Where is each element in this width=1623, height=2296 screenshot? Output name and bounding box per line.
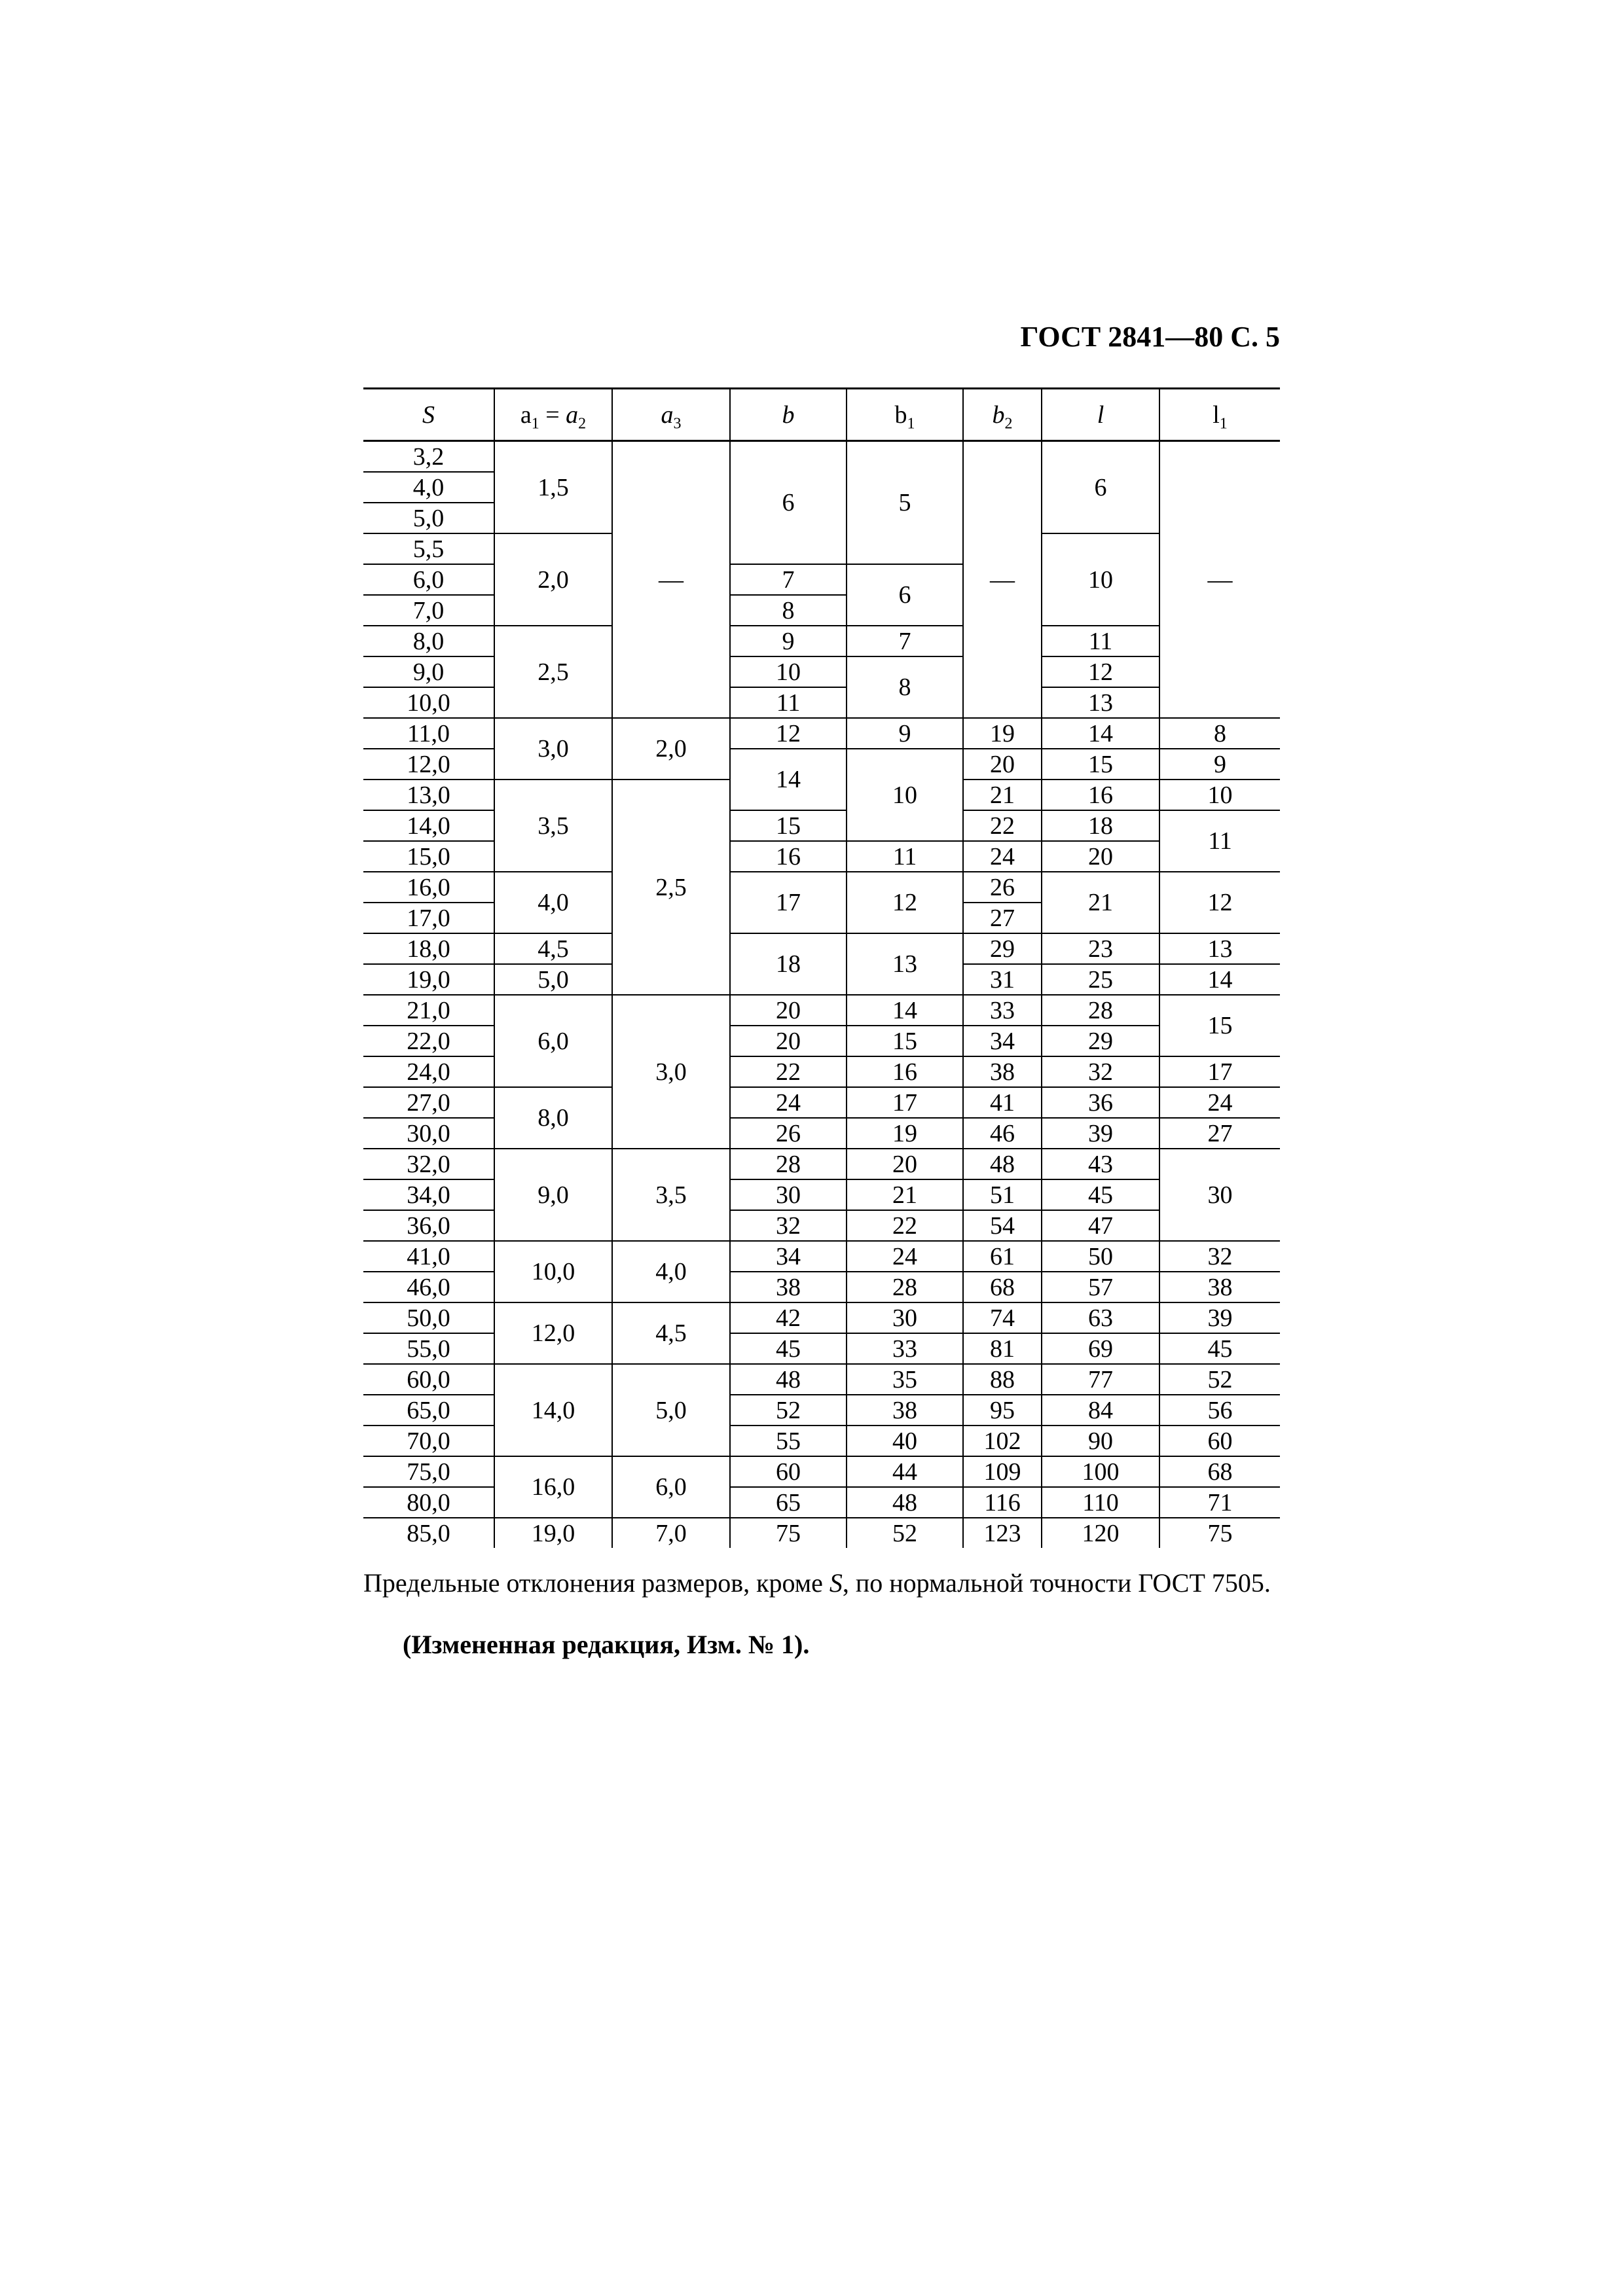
cell-s: 3,2 [363,441,494,473]
table-row [363,626,1280,656]
cell-b: 20 [730,995,847,1026]
cell-b: 11 [730,687,847,718]
cell-l: 13 [1042,687,1159,718]
cell-l: 21 [1042,872,1159,933]
cell-b: 65 [730,1487,847,1518]
cell-b: 7 [730,564,847,595]
cell-b: 75 [730,1518,847,1548]
cell-s: 80,0 [363,1487,494,1518]
cell-b1: 40 [847,1426,963,1456]
cell-b: 48 [730,1364,847,1395]
cell-b1: 14 [847,995,963,1026]
cell-b1: 16 [847,1056,963,1087]
cell-b: 32 [730,1210,847,1241]
cell-b1: 15 [847,1026,963,1056]
cell-b2: 123 [963,1518,1042,1548]
cell-a1-a2: 19,0 [494,1518,612,1548]
cell-l1: — [1159,441,1280,719]
cell-b: 26 [730,1118,847,1149]
cell-a3: 7,0 [612,1518,730,1548]
cell-b2: 88 [963,1364,1042,1395]
cell-s: 8,0 [363,626,494,656]
cell-s: 18,0 [363,933,494,964]
cell-b2: 51 [963,1179,1042,1210]
cell-b1: 33 [847,1333,963,1364]
cell-s: 55,0 [363,1333,494,1364]
cell-s: 7,0 [363,595,494,626]
cell-s: 30,0 [363,1118,494,1149]
cell-l: 39 [1042,1118,1159,1149]
cell-b1: 22 [847,1210,963,1241]
cell-l: 63 [1042,1302,1159,1333]
cell-b: 38 [730,1272,847,1302]
cell-a1-a2: 6,0 [494,995,612,1087]
cell-s: 9,0 [363,656,494,687]
cell-b1: 30 [847,1302,963,1333]
cell-a1-a2: 3,0 [494,718,612,780]
cell-b2: 22 [963,810,1042,841]
col-header-a3: $a_3$ [612,389,730,441]
table-row [363,933,1280,964]
cell-b1: 13 [847,933,963,995]
cell-b2: 38 [963,1056,1042,1087]
cell-s: 46,0 [363,1272,494,1302]
cell-b2: 20 [963,749,1042,780]
cell-b1: 38 [847,1395,963,1426]
cell-a3: 5,0 [612,1364,730,1456]
cell-b1: 10 [847,749,963,841]
cell-b: 18 [730,933,847,995]
cell-l1: 17 [1159,1056,1280,1087]
cell-s: 17,0 [363,903,494,933]
cell-b: 45 [730,1333,847,1364]
cell-l1: 56 [1159,1395,1280,1426]
cell-b2: 27 [963,903,1042,933]
cell-b2: 33 [963,995,1042,1026]
cell-l: 6 [1042,441,1159,534]
tolerance-note: Предельные отклонения размеров, кроме S, по нормальной точности ГОСТ 7505. [363,1568,1271,1598]
cell-s: 11,0 [363,718,494,749]
cell-b1: 52 [847,1518,963,1548]
cell-b1: 8 [847,656,963,718]
cell-s: 24,0 [363,1056,494,1087]
cell-s: 22,0 [363,1026,494,1056]
cell-b: 60 [730,1456,847,1487]
cell-b1: 9 [847,718,963,749]
cell-l1: 11 [1159,810,1280,872]
cell-l: 50 [1042,1241,1159,1272]
cell-a3: 3,0 [612,995,730,1149]
cell-l1: 45 [1159,1333,1280,1364]
cell-b: 24 [730,1087,847,1118]
cell-b: 28 [730,1149,847,1179]
cell-b1: 6 [847,564,963,626]
dimensions-table [363,387,1280,1548]
table-row [363,1149,1280,1179]
table-row [363,1241,1280,1272]
col-header-s: S [363,389,494,441]
cell-b2: 54 [963,1210,1042,1241]
cell-b2: 24 [963,841,1042,872]
cell-l: 69 [1042,1333,1159,1364]
cell-b1: 19 [847,1118,963,1149]
cell-l: 28 [1042,995,1159,1026]
cell-b: 30 [730,1179,847,1210]
cell-a3: — [612,441,730,719]
cell-l: 77 [1042,1364,1159,1395]
cell-a1-a2: 16,0 [494,1456,612,1518]
cell-b: 14 [730,749,847,810]
cell-b2: 26 [963,872,1042,903]
table-row [363,1518,1280,1548]
cell-s: 65,0 [363,1395,494,1426]
cell-l1: 15 [1159,995,1280,1056]
cell-l1: 12 [1159,872,1280,933]
amendment-note: (Измененная редакция, Изм. № 1). [403,1630,810,1659]
cell-l1: 52 [1159,1364,1280,1395]
cell-a1-a2: 2,5 [494,626,612,718]
cell-l1: 39 [1159,1302,1280,1333]
cell-l: 23 [1042,933,1159,964]
cell-b: 42 [730,1302,847,1333]
cell-s: 14,0 [363,810,494,841]
cell-l: 11 [1042,626,1159,656]
cell-l: 57 [1042,1272,1159,1302]
cell-l: 14 [1042,718,1159,749]
cell-b2: 48 [963,1149,1042,1179]
cell-b: 55 [730,1426,847,1456]
cell-l1: 38 [1159,1272,1280,1302]
cell-l: 100 [1042,1456,1159,1487]
cell-b: 12 [730,718,847,749]
table-row [363,1087,1280,1118]
cell-b: 6 [730,441,847,565]
cell-l: 47 [1042,1210,1159,1241]
cell-b1: 28 [847,1272,963,1302]
cell-b1: 5 [847,441,963,565]
cell-a1-a2: 1,5 [494,441,612,534]
cell-l: 16 [1042,780,1159,810]
cell-b2: 68 [963,1272,1042,1302]
cell-b2: 34 [963,1026,1042,1056]
cell-b1: 24 [847,1241,963,1272]
cell-s: 5,5 [363,533,494,564]
cell-b2: — [963,441,1042,719]
cell-s: 15,0 [363,841,494,872]
cell-l1: 68 [1159,1456,1280,1487]
cell-a3: 2,0 [612,718,730,780]
note-symbol-s: S [829,1568,843,1598]
cell-b: 34 [730,1241,847,1272]
cell-s: 19,0 [363,964,494,995]
cell-a3: 3,5 [612,1149,730,1241]
table-row [363,995,1280,1026]
cell-b1: 21 [847,1179,963,1210]
cell-b1: 44 [847,1456,963,1487]
table-row [363,1302,1280,1333]
cell-b1: 12 [847,872,963,933]
cell-s: 60,0 [363,1364,494,1395]
cell-a3: 4,5 [612,1302,730,1364]
cell-b2: 74 [963,1302,1042,1333]
col-header-b: b [730,389,847,441]
cell-l: 36 [1042,1087,1159,1118]
cell-s: 85,0 [363,1518,494,1548]
cell-s: 12,0 [363,749,494,780]
cell-l: 10 [1042,533,1159,626]
cell-l1: 10 [1159,780,1280,810]
cell-l: 84 [1042,1395,1159,1426]
cell-l1: 27 [1159,1118,1280,1149]
cell-a1-a2: 12,0 [494,1302,612,1364]
cell-s: 27,0 [363,1087,494,1118]
cell-l: 29 [1042,1026,1159,1056]
col-header-l1: $l_1$ [1159,389,1280,441]
cell-a1-a2: 2,0 [494,533,612,626]
cell-s: 36,0 [363,1210,494,1241]
cell-a3: 2,5 [612,780,730,995]
cell-s: 70,0 [363,1426,494,1456]
cell-l1: 30 [1159,1149,1280,1241]
cell-a1-a2: 10,0 [494,1241,612,1302]
cell-a1-a2: 8,0 [494,1087,612,1149]
cell-l: 110 [1042,1487,1159,1518]
cell-s: 5,0 [363,503,494,533]
page-header: ГОСТ 2841—80 С. 5 [1020,321,1280,353]
cell-s: 4,0 [363,472,494,503]
cell-s: 41,0 [363,1241,494,1272]
cell-l: 45 [1042,1179,1159,1210]
cell-b: 8 [730,595,847,626]
cell-l: 90 [1042,1426,1159,1456]
cell-s: 16,0 [363,872,494,903]
cell-s: 21,0 [363,995,494,1026]
col-header-b1: $b_1$ [847,389,963,441]
cell-b1: 7 [847,626,963,656]
cell-b2: 29 [963,933,1042,964]
cell-b2: 102 [963,1426,1042,1456]
table-row [363,1456,1280,1487]
cell-b: 15 [730,810,847,841]
cell-l: 20 [1042,841,1159,872]
cell-b1: 48 [847,1487,963,1518]
cell-l1: 9 [1159,749,1280,780]
cell-s: 13,0 [363,780,494,810]
cell-b: 20 [730,1026,847,1056]
table-row [363,718,1280,749]
cell-l1: 32 [1159,1241,1280,1272]
header-row [363,389,1280,441]
cell-b1: 17 [847,1087,963,1118]
cell-a1-a2: 3,5 [494,780,612,872]
cell-a3: 4,0 [612,1241,730,1302]
cell-l1: 60 [1159,1426,1280,1456]
cell-s: 34,0 [363,1179,494,1210]
cell-b2: 19 [963,718,1042,749]
cell-s: 10,0 [363,687,494,718]
cell-s: 32,0 [363,1149,494,1179]
cell-l: 12 [1042,656,1159,687]
cell-s: 6,0 [363,564,494,595]
cell-b2: 41 [963,1087,1042,1118]
table-row [363,872,1280,903]
cell-b2: 61 [963,1241,1042,1272]
cell-l: 120 [1042,1518,1159,1548]
col-header-b2: $b_2$ [963,389,1042,441]
cell-s: 75,0 [363,1456,494,1487]
cell-b: 22 [730,1056,847,1087]
cell-l: 18 [1042,810,1159,841]
cell-b1: 11 [847,841,963,872]
col-header-a1-a2: $a_1 = a_2$ [494,389,612,441]
cell-a1-a2: 5,0 [494,964,612,995]
cell-b2: 46 [963,1118,1042,1149]
cell-b1: 35 [847,1364,963,1395]
cell-l: 15 [1042,749,1159,780]
cell-l1: 24 [1159,1087,1280,1118]
cell-b: 16 [730,841,847,872]
cell-l: 32 [1042,1056,1159,1087]
cell-s: 50,0 [363,1302,494,1333]
cell-b2: 81 [963,1333,1042,1364]
cell-l1: 14 [1159,964,1280,995]
cell-a1-a2: 9,0 [494,1149,612,1241]
table-row [363,441,1280,473]
cell-a1-a2: 4,0 [494,872,612,933]
col-header-l: l [1042,389,1159,441]
cell-a1-a2: 4,5 [494,933,612,964]
cell-l1: 71 [1159,1487,1280,1518]
cell-b2: 21 [963,780,1042,810]
cell-b: 9 [730,626,847,656]
cell-b2: 95 [963,1395,1042,1426]
cell-b: 52 [730,1395,847,1426]
cell-a3: 6,0 [612,1456,730,1518]
cell-b: 10 [730,656,847,687]
cell-b2: 116 [963,1487,1042,1518]
cell-l1: 13 [1159,933,1280,964]
dimensions-table-wrapper [363,387,1280,1548]
cell-l: 25 [1042,964,1159,995]
cell-l1: 8 [1159,718,1280,749]
cell-l1: 75 [1159,1518,1280,1548]
table-row [363,1364,1280,1395]
cell-b2: 31 [963,964,1042,995]
cell-a1-a2: 14,0 [494,1364,612,1456]
cell-b: 17 [730,872,847,933]
cell-b1: 20 [847,1149,963,1179]
cell-b2: 109 [963,1456,1042,1487]
cell-l: 43 [1042,1149,1159,1179]
